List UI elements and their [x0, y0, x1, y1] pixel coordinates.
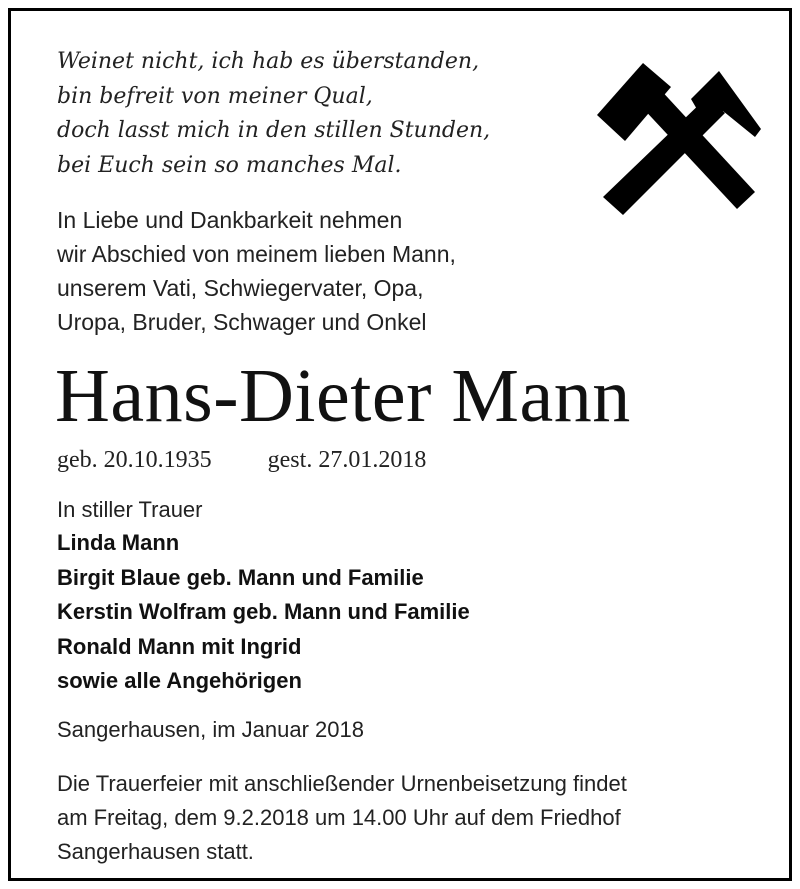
mourner-name: sowie alle Angehörigen	[57, 668, 302, 693]
ceremony-line: am Freitag, dem 9.2.2018 um 14.00 Uhr auf dem Friedhof	[57, 805, 621, 830]
death-date: gest. 27.01.2018	[267, 447, 427, 473]
poem-line: Weinet nicht, ich hab es überstanden,	[57, 49, 480, 74]
mourner-name: Ronald Mann mit Ingrid	[57, 633, 302, 659]
intro-line: wir Abschied von meinem lieben Mann,	[57, 241, 456, 267]
mourner-name: Birgit Blaue geb. Mann und Familie	[57, 564, 424, 590]
mourner-name: Kerstin Wolfram geb. Mann und Familie	[57, 599, 470, 624]
obituary-notice	[8, 8, 792, 881]
ceremony-line: Die Trauerfeier mit anschließender Urnenbeisetzung findet	[57, 771, 627, 796]
poem-line: bin befreit von meiner Qual,	[57, 83, 373, 109]
farewell-intro	[57, 203, 456, 339]
mourning-label: In stiller Trauer	[57, 497, 203, 522]
mourner-name: Linda Mann	[57, 530, 180, 555]
deceased-name: Hans-Dieter Mann	[55, 354, 631, 438]
mourners-list	[57, 526, 470, 699]
intro-line: Uropa, Bruder, Schwager und Onkel	[57, 309, 427, 335]
birth-date: geb. 20.10.1935	[57, 447, 212, 473]
life-dates	[57, 443, 426, 477]
place-and-date: Sangerhausen, im Januar 2018	[57, 717, 364, 742]
intro-line: unserem Vati, Schwiegervater, Opa,	[57, 275, 424, 301]
intro-line: In Liebe und Dankbarkeit nehmen	[57, 207, 403, 233]
poem-verse	[57, 45, 490, 183]
funeral-ceremony-info	[57, 767, 627, 869]
poem-line: bei Euch sein so manches Mal.	[57, 152, 402, 178]
ceremony-line: Sangerhausen statt.	[57, 839, 254, 864]
poem-line: doch lasst mich in den stillen Stunden,	[57, 118, 491, 143]
